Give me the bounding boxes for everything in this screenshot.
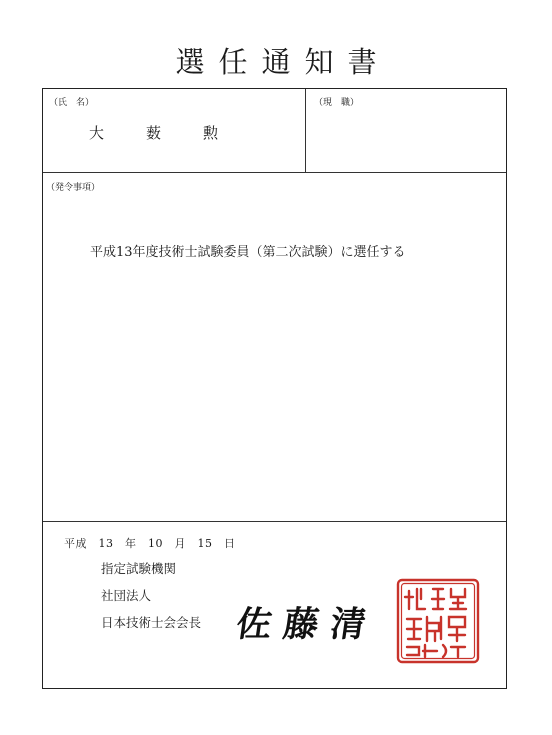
- issuer-line: 日本技術士会会長: [101, 615, 202, 630]
- row-divider: [43, 521, 506, 522]
- appointment-matter: 平成13年度技術士試験委員（第二次試験）に選任する: [90, 245, 406, 260]
- row-divider: [43, 172, 506, 173]
- name-part: 薮: [146, 124, 162, 142]
- issue-date: 平成 13 年 10 月 15 日: [64, 537, 236, 550]
- matter-label: （発令事項）: [46, 183, 101, 193]
- name-part: 勲: [203, 124, 219, 142]
- name-label: （氏 名）: [49, 98, 95, 108]
- issuer-line: 指定試験機関: [101, 561, 177, 576]
- document-title: 選任通知書: [175, 45, 391, 79]
- signature: 佐藤清: [233, 604, 381, 645]
- position-label: （現 職）: [314, 98, 360, 108]
- appointee-name: [89, 122, 260, 143]
- appointment-form: [42, 88, 507, 689]
- name-part: 大: [89, 124, 105, 142]
- column-divider: [305, 89, 306, 172]
- issuer-line: 社団法人: [101, 588, 152, 603]
- official-seal-icon: [395, 577, 481, 665]
